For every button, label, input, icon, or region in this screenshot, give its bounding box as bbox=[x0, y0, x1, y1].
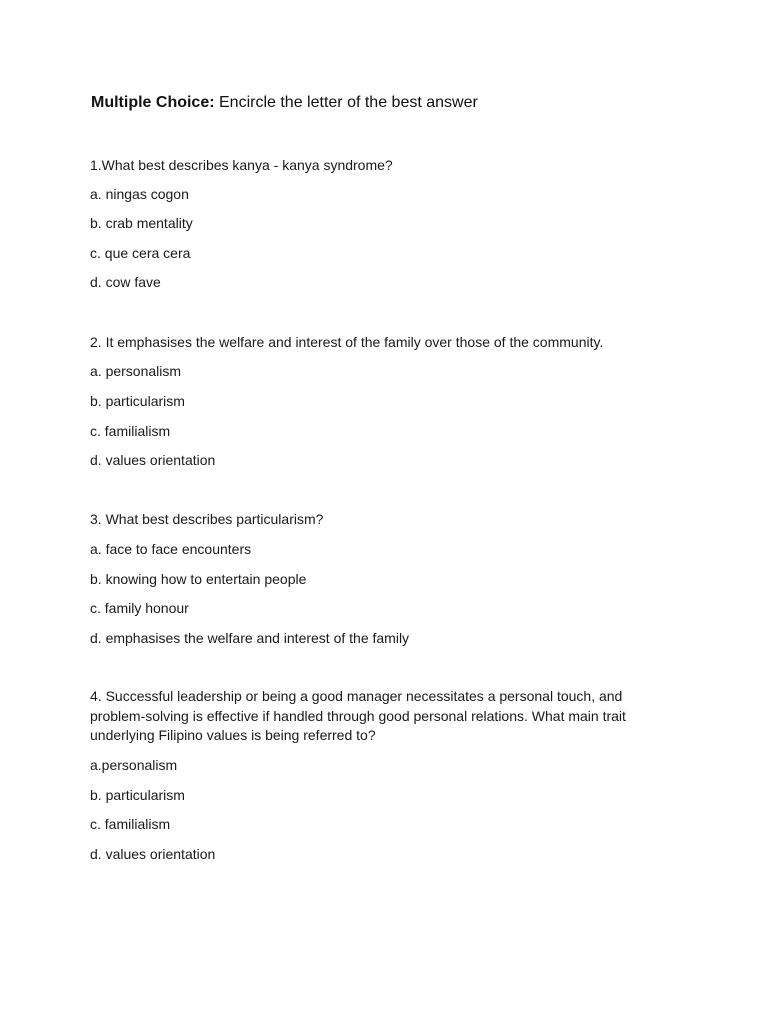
title-label: Multiple Choice: bbox=[91, 94, 215, 111]
question-4-text: 4. Successful leadership or being a good manager necessitates a personal touch, and problem-solving is effective if handled through good personal relations. What main trait underlying Filipino values is being referred to? bbox=[90, 688, 626, 743]
question-2-option-b: b. particularism bbox=[90, 393, 185, 409]
question-1-text: 1.What best describes kanya - kanya syndrome? bbox=[90, 157, 393, 173]
page-title bbox=[91, 93, 478, 113]
question-3-option-b: b. knowing how to entertain people bbox=[90, 571, 307, 587]
question-4-option-c: c. familialism bbox=[90, 816, 171, 832]
question-3-text: 3. What best describes particularism? bbox=[90, 511, 324, 527]
question-2-option-d: d. values orientation bbox=[90, 452, 216, 468]
question-2-text: 2. It emphasises the welfare and interest of the family over those of the community. bbox=[90, 334, 604, 350]
question-3-option-d: d. emphasises the welfare and interest of the family bbox=[90, 630, 410, 646]
question-4-option-d: d. values orientation bbox=[90, 846, 216, 862]
question-3-option-a: a. face to face encounters bbox=[90, 541, 252, 557]
question-1-option-c: c. que cera cera bbox=[90, 245, 191, 261]
title-instruction: Encircle the letter of the best answer bbox=[214, 94, 478, 111]
question-1-option-b: b. crab mentality bbox=[90, 215, 193, 231]
question-1-option-a: a. ningas cogon bbox=[90, 186, 189, 202]
question-4-option-b: b. particularism bbox=[90, 787, 185, 803]
question-3-option-c: c. family honour bbox=[90, 600, 189, 616]
question-2-option-c: c. familialism bbox=[90, 423, 171, 439]
question-4-option-a: a.personalism bbox=[90, 757, 178, 773]
question-2-option-a: a. personalism bbox=[90, 363, 182, 379]
question-1-option-d: d. cow fave bbox=[90, 274, 161, 290]
